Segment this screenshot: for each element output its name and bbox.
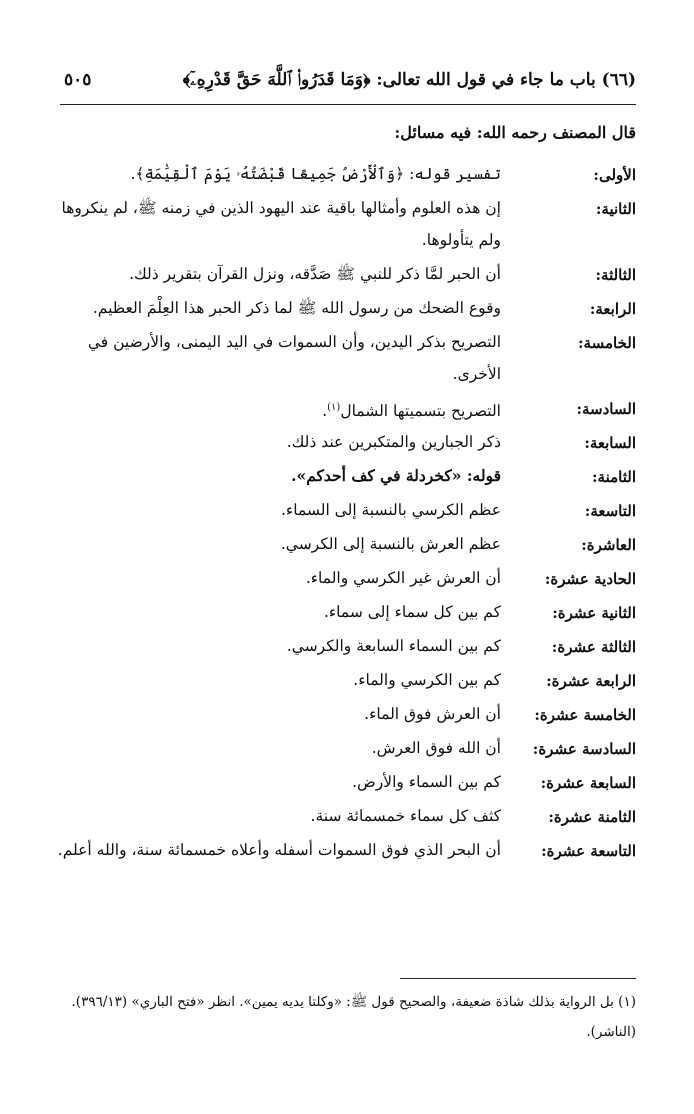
issue-text: كم بين كل سماء إلى سماء.	[323, 603, 501, 621]
issue-label: السادسة:	[576, 400, 636, 418]
issue-row	[50, 696, 636, 730]
issue-row	[50, 628, 636, 662]
issue-text: أن العرش فوق الماء.	[364, 705, 501, 723]
issue-label: الخامسة عشرة:	[534, 706, 636, 724]
issue-row	[50, 492, 636, 526]
issue-row	[50, 832, 636, 866]
issue-text-main: التصريح بتسميتها الشمال	[340, 402, 501, 421]
issue-row	[50, 798, 636, 832]
issue-label: السابعة عشرة:	[540, 774, 636, 792]
issue-row	[50, 390, 636, 424]
issue-text: كم بين السماء والأرض.	[352, 773, 501, 791]
issue-row	[50, 156, 636, 190]
issue-text: كثف كل سماء خمسمائة سنة.	[310, 807, 501, 825]
issue-row	[50, 256, 636, 290]
issue-text-end: .	[322, 402, 328, 421]
issue-label: الخامسة:	[578, 334, 636, 352]
issue-label: التاسعة عشرة:	[541, 842, 636, 860]
header-divider	[60, 104, 636, 105]
chapter-title: (٦٦) باب ما جاء في قول الله تعالى: ﴿وَمَا قَدَرُوا۟ ٱللَّهَ حَقَّ قَدْرِهِۦٓ﴾	[182, 70, 636, 90]
issue-row	[50, 526, 636, 560]
issue-text: تفسير قوله: ﴿وَٱلْأَرْضُ جَمِيعًا قَبْضَتُهُۥ يَوْمَ ٱلْقِيَٰمَةِ﴾.	[130, 165, 501, 183]
issue-text: وقوع الضحك من رسول الله ﷺ لما ذكر الحبر هذا العِلْمَ العظيم.	[92, 299, 501, 317]
issue-row	[50, 594, 636, 628]
issue-label: الثانية:	[595, 200, 636, 218]
issue-label: الثانية عشرة:	[552, 604, 636, 622]
issue-text: ذكر الجبارين والمتكبرين عند ذلك.	[286, 433, 501, 451]
issue-text: عظم الكرسي بالنسبة إلى السماء.	[281, 501, 501, 519]
issue-label: الثالثة:	[595, 266, 636, 284]
issue-label: الحادية عشرة:	[544, 570, 636, 588]
issue-label: الثالثة عشرة:	[551, 638, 636, 656]
footnote-marker: (١)	[327, 402, 341, 413]
issue-row	[50, 764, 636, 798]
issue-text: كم بين الكرسي والماء.	[353, 671, 501, 689]
issue-text: التصريح بذكر اليدين، وأن السموات في اليد اليمنى، والأرضين في الأخرى.	[87, 333, 501, 383]
issue-text: أن الله فوق العرش.	[371, 739, 501, 757]
issue-row	[50, 324, 636, 390]
issue-label: الثامنة عشرة:	[548, 808, 636, 826]
issue-text: أن البحر الذي فوق السموات أسفله وأعلاه خمسمائة سنة، والله أعلم.	[57, 841, 501, 859]
footnote: (١) بل الرواية بذلك شاذة ضعيفة، والصحيح قول ﷺ: «وكلتا يديه يمين». انظر «فتح الباري» (٣٩٦/١٣). (الناشر).	[71, 994, 636, 1040]
page-header	[64, 62, 636, 98]
issue-text: أن الحبر لمَّا ذكر للنبي ﷺ صَدَّقه، ونزل القرآن بتقرير ذلك.	[129, 265, 501, 283]
issue-row	[50, 290, 636, 324]
issue-label: السادسة عشرة:	[532, 740, 636, 758]
issue-text: أن العرش غير الكرسي والماء.	[305, 569, 501, 587]
issues-intro: قال المصنف رحمه الله: فيه مسائل:	[394, 123, 636, 142]
issue-text: عظم العرش بالنسبة إلى الكرسي.	[280, 535, 501, 553]
issue-text: قوله: «كخردلة في كف أحدكم».	[291, 466, 501, 485]
issue-label: التاسعة:	[584, 502, 636, 520]
issue-label: الأولى:	[593, 166, 636, 184]
issue-text	[50, 392, 501, 427]
issue-row	[50, 190, 636, 256]
issue-row	[50, 730, 636, 764]
issue-label: الثامنة:	[592, 468, 636, 486]
issue-label: الرابعة:	[589, 300, 636, 318]
issue-label: السابعة:	[584, 434, 636, 452]
issue-row	[50, 458, 636, 492]
issue-text: إن هذه العلوم وأمثالها باقية عند اليهود الذين في زمنه ﷺ، لم ينكروها ولم يتأولوها.	[61, 199, 501, 249]
issue-row	[50, 424, 636, 458]
issue-row	[50, 662, 636, 696]
issue-row	[50, 560, 636, 594]
issue-label: العاشرة:	[581, 536, 636, 554]
footnote-divider	[400, 978, 636, 979]
issues-list	[50, 156, 636, 866]
issue-label: الرابعة عشرة:	[546, 672, 636, 690]
page-number: ٥٠٥	[64, 70, 92, 90]
issue-text: كم بين السماء السابعة والكرسي.	[286, 637, 501, 655]
